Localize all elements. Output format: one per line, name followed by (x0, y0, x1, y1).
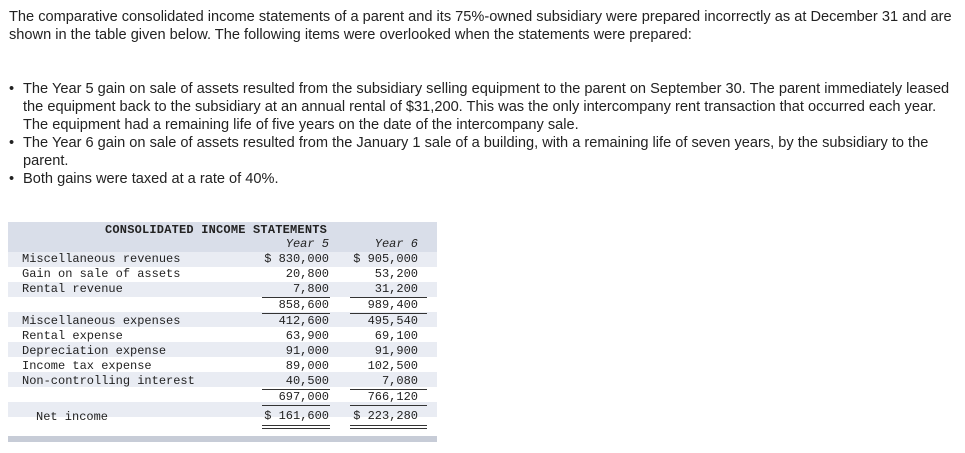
list-item (9, 170, 959, 188)
cell-year6: 7,080 (381, 374, 418, 388)
list-item-text: The Year 5 gain on sale of assets resulted from the subsidiary selling equipment to the parent on September 30. The parent immediately leased the equipment back to the subsidiary at an annual rental of $31,200. This was the only intercompany rent transaction that occurred each year. The equipment had a remaining life of five years on the date of the intercompany sale. (23, 81, 950, 133)
cell-year6: 91,900 (374, 344, 418, 358)
subtotal-year6: 766,120 (367, 390, 418, 404)
net-income-year5: $ 161,600 (264, 409, 329, 423)
cell-year5: 63,900 (285, 329, 329, 343)
bullet-icon: • (9, 81, 15, 97)
problem-intro: The comparative consolidated income statements of a parent and its 75%-owned subsidiary were prepared incorrectly as at December 31 and are shown in the table given below. The following items were overlooked when the statements were prepared: (9, 9, 952, 43)
list-item (9, 80, 959, 134)
subtotal-year5: 858,600 (278, 298, 329, 312)
list-item-text: Both gains were taxed at a rate of 40%. (23, 171, 279, 187)
row-label: Gain on sale of assets (22, 267, 181, 281)
bullet-icon: • (9, 171, 15, 187)
double-underline (350, 428, 427, 429)
overlooked-items-list (9, 80, 959, 188)
cell-year6: 495,540 (367, 314, 418, 328)
subtotal-year5: 697,000 (278, 390, 329, 404)
row-label: Rental revenue (22, 282, 123, 296)
cell-year6: 53,200 (374, 267, 418, 281)
cell-year5: 91,000 (285, 344, 329, 358)
subtotal-rule (262, 405, 330, 406)
table-footer-bar (8, 436, 437, 442)
cell-year5: 89,000 (285, 359, 329, 373)
row-label: Non-controlling interest (22, 374, 195, 388)
double-underline (262, 425, 330, 426)
column-header-year5: Year 5 (285, 237, 329, 251)
double-underline (350, 425, 427, 426)
row-label: Rental expense (22, 329, 123, 343)
table-title: CONSOLIDATED INCOME STATEMENTS (105, 223, 328, 237)
list-item-text: The Year 6 gain on sale of assets resulted from the January 1 sale of a building, with a remaining life of seven years, by the subsidiary to the parent. (23, 135, 929, 169)
cell-year6: 31,200 (374, 282, 418, 296)
income-statement-table (8, 222, 437, 444)
subtotal-rule (350, 405, 427, 406)
double-underline (262, 428, 330, 429)
cell-year6: $ 905,000 (353, 252, 418, 266)
list-item (9, 134, 959, 170)
column-header-year6: Year 6 (374, 237, 418, 251)
row-label: Miscellaneous expenses (22, 314, 181, 328)
row-label: Miscellaneous revenues (22, 252, 181, 266)
subtotal-year6: 989,400 (367, 298, 418, 312)
cell-year5: 40,500 (285, 374, 329, 388)
net-income-year6: $ 223,280 (353, 409, 418, 423)
cell-year5: $ 830,000 (264, 252, 329, 266)
bullet-icon: • (9, 135, 15, 151)
cell-year5: 412,600 (278, 314, 329, 328)
net-income-label: Net income (36, 410, 109, 424)
row-label: Depreciation expense (22, 344, 167, 358)
row-label: Income tax expense (22, 359, 152, 373)
cell-year5: 7,800 (292, 282, 329, 296)
cell-year6: 69,100 (374, 329, 418, 343)
cell-year6: 102,500 (367, 359, 418, 373)
cell-year5: 20,800 (285, 267, 329, 281)
